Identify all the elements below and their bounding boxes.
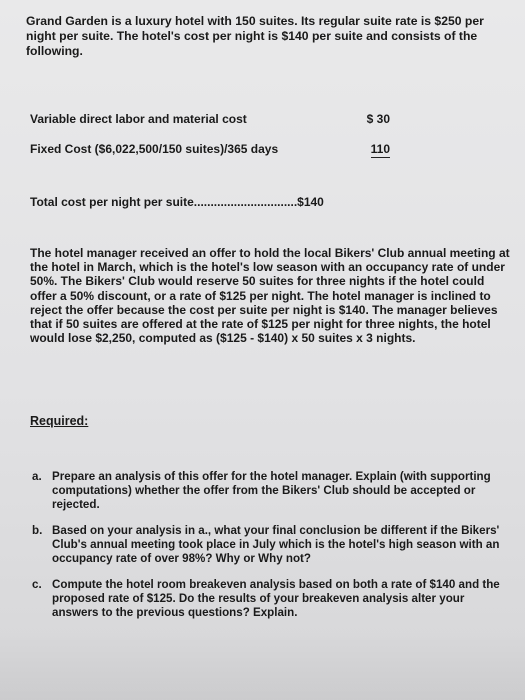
intro-text: Grand Garden is a luxury hotel with 150 suites. Its regular suite rate is $250 per night per suite. The hotel's cost per night is $140 per suite and consists of the following. [26,14,484,58]
total-label: Total cost per night per suite [30,195,194,209]
total-cost-row [30,195,324,209]
requirement-text: Compute the hotel room breakeven analysis based on both a rate of $140 and the proposed rate of $125. Do the results of your breakeven analysis alter your answers to the previous questions? Explain. [52,578,500,619]
requirement-text: Prepare an analysis of this offer for the hotel manager. Explain (with supporting computations) whether the offer from the Bikers' Club should be accepted or rejected. [52,470,491,511]
cost-value: 110 [370,142,390,156]
requirement-text: Based on your analysis in a., what your final conclusion be different if the Bikers' Club's annual meeting took place in July which is the hotel's high season with an occupancy rate of over 98%? Why or Why not? [52,524,500,565]
requirement-item-c [32,578,502,620]
requirements-list [32,470,502,632]
total-value: $140 [297,195,324,209]
requirement-item-a [32,470,502,512]
requirement-item-b [32,524,502,566]
photo-shadow [0,630,525,700]
scenario-paragraph: The hotel manager received an offer to hold the local Bikers' Club annual meeting at the hotel in March, which is the hotel's low season with an occupancy rate of under 50%. The Bikers' Club would reserve 50 suites for three nights if the hotel could offer a 50% discount, or a rate of $125 per night. The hotel manager is inclined to reject the offer because the cost per suite per night is $140. The manager believes that if 50 suites are offered at the rate of $125 per night for three nights, the hotel would lose $2,250, computed as ($125 - $140) x 50 suites x 3 nights. [30,246,510,346]
cost-label: Variable direct labor and material cost [30,112,247,126]
requirement-letter: a. [32,470,42,483]
requirement-letter: c. [32,578,42,591]
cost-value: $ 30 [366,112,390,126]
total-dots: ............................... [193,195,298,209]
requirement-letter: b. [32,524,43,537]
cost-label: Fixed Cost ($6,022,500/150 suites)/365 days [30,142,279,156]
required-heading: Required: [30,414,89,428]
